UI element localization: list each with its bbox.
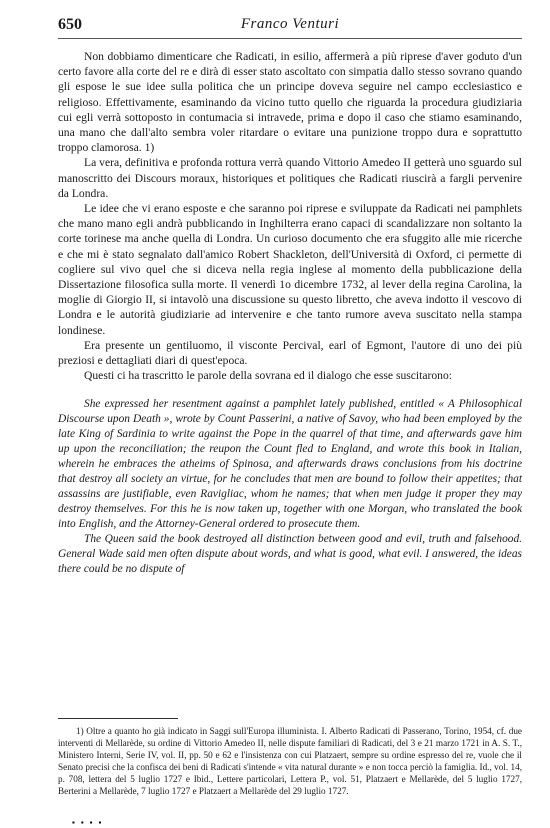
- footnote-rule: [58, 718, 178, 719]
- footnotes: [58, 718, 522, 797]
- paragraph: Le idee che vi erano esposte e che saranno poi riprese e sviluppate da Radicati nei pamphlets che mano mano egli andrà pubblicando in Inghilterra erano capaci di scandalizzare non soltanto la corte torinese ma anche quella di Londra. Un curioso documento che era sfuggito alle mie ricerche e che mi è stato segnalato dall'amico Robert Shackleton, dell'Università di Oxford, ci permette di cogliere sul vivo quel che si diceva nella regia inglese al momento della pubblicazione della Dissertazione filosofica sulla morte. Il venerdì 1o dicembre 1732, al lever della regina Carolina, la moglie di Giorgio II, si intavolò una discussione su questo libretto, che aveva indotto il vescovo di Londra e le autorità giudiziarie ad intervenire e che tanto rumore aveva suscitato nella stampa londinese.: [58, 202, 522, 337]
- paragraph: Era presente un gentiluomo, il visconte Percival, earl of Egmont, l'autore di uno dei più preziosi e dettagliati diari di quest'epoca.: [58, 338, 522, 368]
- block-quote: [58, 397, 522, 577]
- paragraph: Questi ci ha trascritto le parole della sovrana ed il dialogo che esse suscitarono:: [84, 369, 452, 383]
- quote-paragraph: She expressed her resentment against a pamphlet lately published, entitled « A Philosophical Discourse upon Death », wrote by Count Passerini, a native of Savoy, who had been employed by the late King of Sardinia to write against the Pope in the quarrel of that time, and afterwards gave him up upon the reconciliation; the reupon the Count fled to England, and wrote this book in Italian, wherein he embraces the atheims of Spinosa, and afterwards draws conclusions from his doctrine that destroy all society an virtue, for he concludes that men are bound to follow their appetites; that assassins are justifiable, even Ravigliac, whom he names; that when men judge it proper they may destroy themselves. For this he is now taken up, together with one Morgan, who translated the book into English, and the Attorney-General ordered to prosecute them.: [58, 398, 522, 531]
- running-title: Franco Venturi: [240, 16, 340, 32]
- paragraph: La vera, definitiva e profonda rottura verrà quando Vittorio Amedeo II getterà uno sguardo sul manoscritto dei Discours moraux, historiques et politiques che Radicati riuscirà a fargli pervenire da Londra.: [58, 156, 522, 200]
- footnote-text: 1) Oltre a quanto ho già indicato in Saggi sull'Europa illuminista. I. Alberto Radicati di Passerano, Torino, 1954, cf. due interventi di Mellarède, su ordine di Vittorio Amedeo II, nelle dispute familiari di Radicati, del 3 e 21 marzo 1721 in A. S. T., Ministero Interni, Serie IV, vol. II, pp. 50 e 62 e l'insistenza con cui Platzaert, sempre su ordine espresso del re, vuole che il Senato precisi che la confisca dei beni di Radicati s'intende « vita natural durante » e non tocca perciò la famiglia. Id., vol. 14, p. 708, lettera del 5 luglio 1727 e Ibid., Lettere particolari, Lettera P., vol. 51, Platzaert e Mellarède, del 5 luglio 1727, Berterini a Mellarède, 7 luglio 1727 e Platzaert a Mellarède del 29 luglio 1727.: [58, 726, 522, 796]
- scan-marks: ▪ ▪ ▪ ▪: [72, 818, 104, 827]
- main-text: [58, 49, 522, 383]
- quote-paragraph: The Queen said the book destroyed all distinction between good and evil, truth and falsehood. General Wade said men often dispute about words, and what is good, what evil. I answered, the ideas there could be no dispute of: [58, 533, 522, 576]
- paragraph: Non dobbiamo dimenticare che Radicati, in esilio, affermerà a più riprese d'aver goduto d'un certo favore alla corte del re e dirà di esser stato ascoltato con simpatia dallo stesso sovrano quando gli espose le sue idee sulla politica che un principe doveva seguire nel campo ecclesiastico e religioso. Effettivamente, esaminando da vicino tutto quello che riguarda la procedura giudiziaria cui egli verrà sottoposto in contumacia si intravede, prima e dopo il caso che stiamo esaminando, una mano che dall'alto sembra voler ritardare o evitare una punizione troppo dura e soprattutto troppo clamorosa. 1): [58, 50, 522, 155]
- page-header: [58, 16, 522, 39]
- page-number: 650: [58, 16, 82, 33]
